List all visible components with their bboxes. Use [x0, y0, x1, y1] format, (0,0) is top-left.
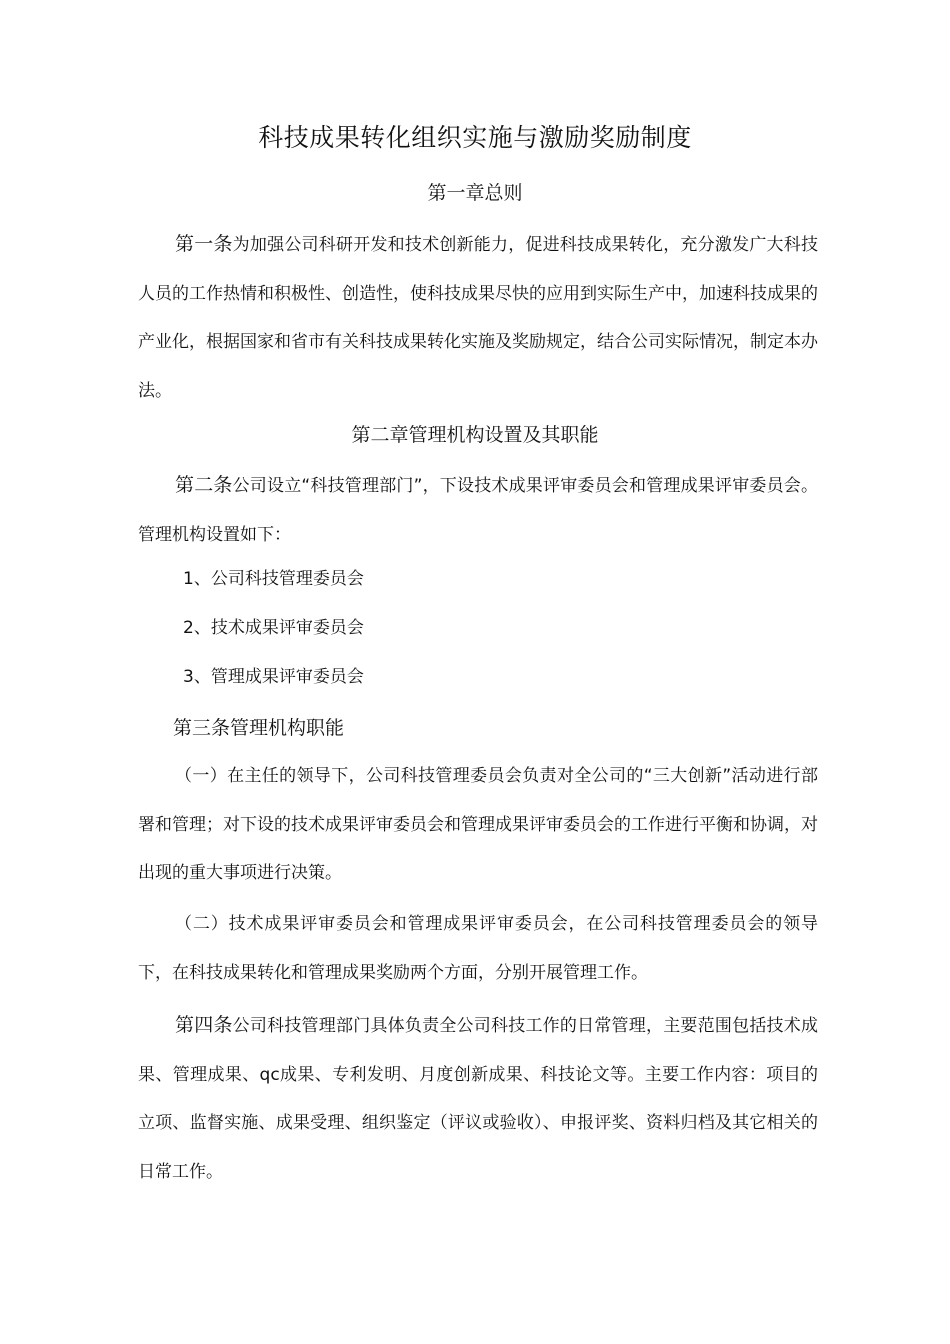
list-item: 2、技术成果评审委员会: [183, 618, 364, 638]
article-2-paragraph: [138, 461, 818, 559]
article-1-text: 为加强公司科研开发和技术创新能力，促进科技成果转化，充分激发广大科技人员的工作热情和积极性、创造性，使科技成果尽快的应用到实际生产中，加速科技成果的产业化，根据国家和省市有关科技成果转化实施及奖励规定，结合公司实际情况，制定本办法。: [138, 235, 818, 401]
chapter-2-heading: 第二章管理机构设置及其职能: [351, 424, 599, 446]
chapter-1-heading: 第一章总则: [427, 182, 523, 204]
article-3-heading: 第三条管理机构职能: [173, 717, 345, 739]
document-title: 科技成果转化组织实施与激励奖励制度: [258, 123, 692, 152]
article-4-lead: 第四条: [175, 1014, 233, 1036]
article-4-text: 公司科技管理部门具体负责全公司科技工作的日常管理，主要范围包括技术成果、管理成果、qc成果、专利发明、月度创新成果、科技论文等。主要工作内容：项目的立项、监督实施、成果受理、组织鉴定（评议或验收）、申报评奖、资料归档及其它相关的日常工作。: [138, 1016, 818, 1182]
article-4-paragraph: [138, 1001, 818, 1196]
article-3-paragraph-1: （一）在主任的领导下，公司科技管理委员会负责对全公司的“三大创新”活动进行部署和管理；对下设的技术成果评审委员会和管理成果评审委员会的工作进行平衡和协调，对出现的重大事项进行决策。: [138, 766, 818, 883]
article-1-lead: 第一条: [175, 233, 233, 255]
article-2-lead: 第二条: [175, 474, 233, 496]
list-item: 1、公司科技管理委员会: [183, 569, 364, 589]
list-item: 3、管理成果评审委员会: [183, 667, 364, 687]
article-1-paragraph: [138, 220, 818, 415]
article-2-text: 公司设立“科技管理部门”，下设技术成果评审委员会和管理成果评审委员会。管理机构设置如下：: [138, 476, 818, 545]
article-3-paragraph-2: （二）技术成果评审委员会和管理成果评审委员会，在公司科技管理委员会的领导下，在科技成果转化和管理成果奖励两个方面，分别开展管理工作。: [138, 914, 818, 983]
